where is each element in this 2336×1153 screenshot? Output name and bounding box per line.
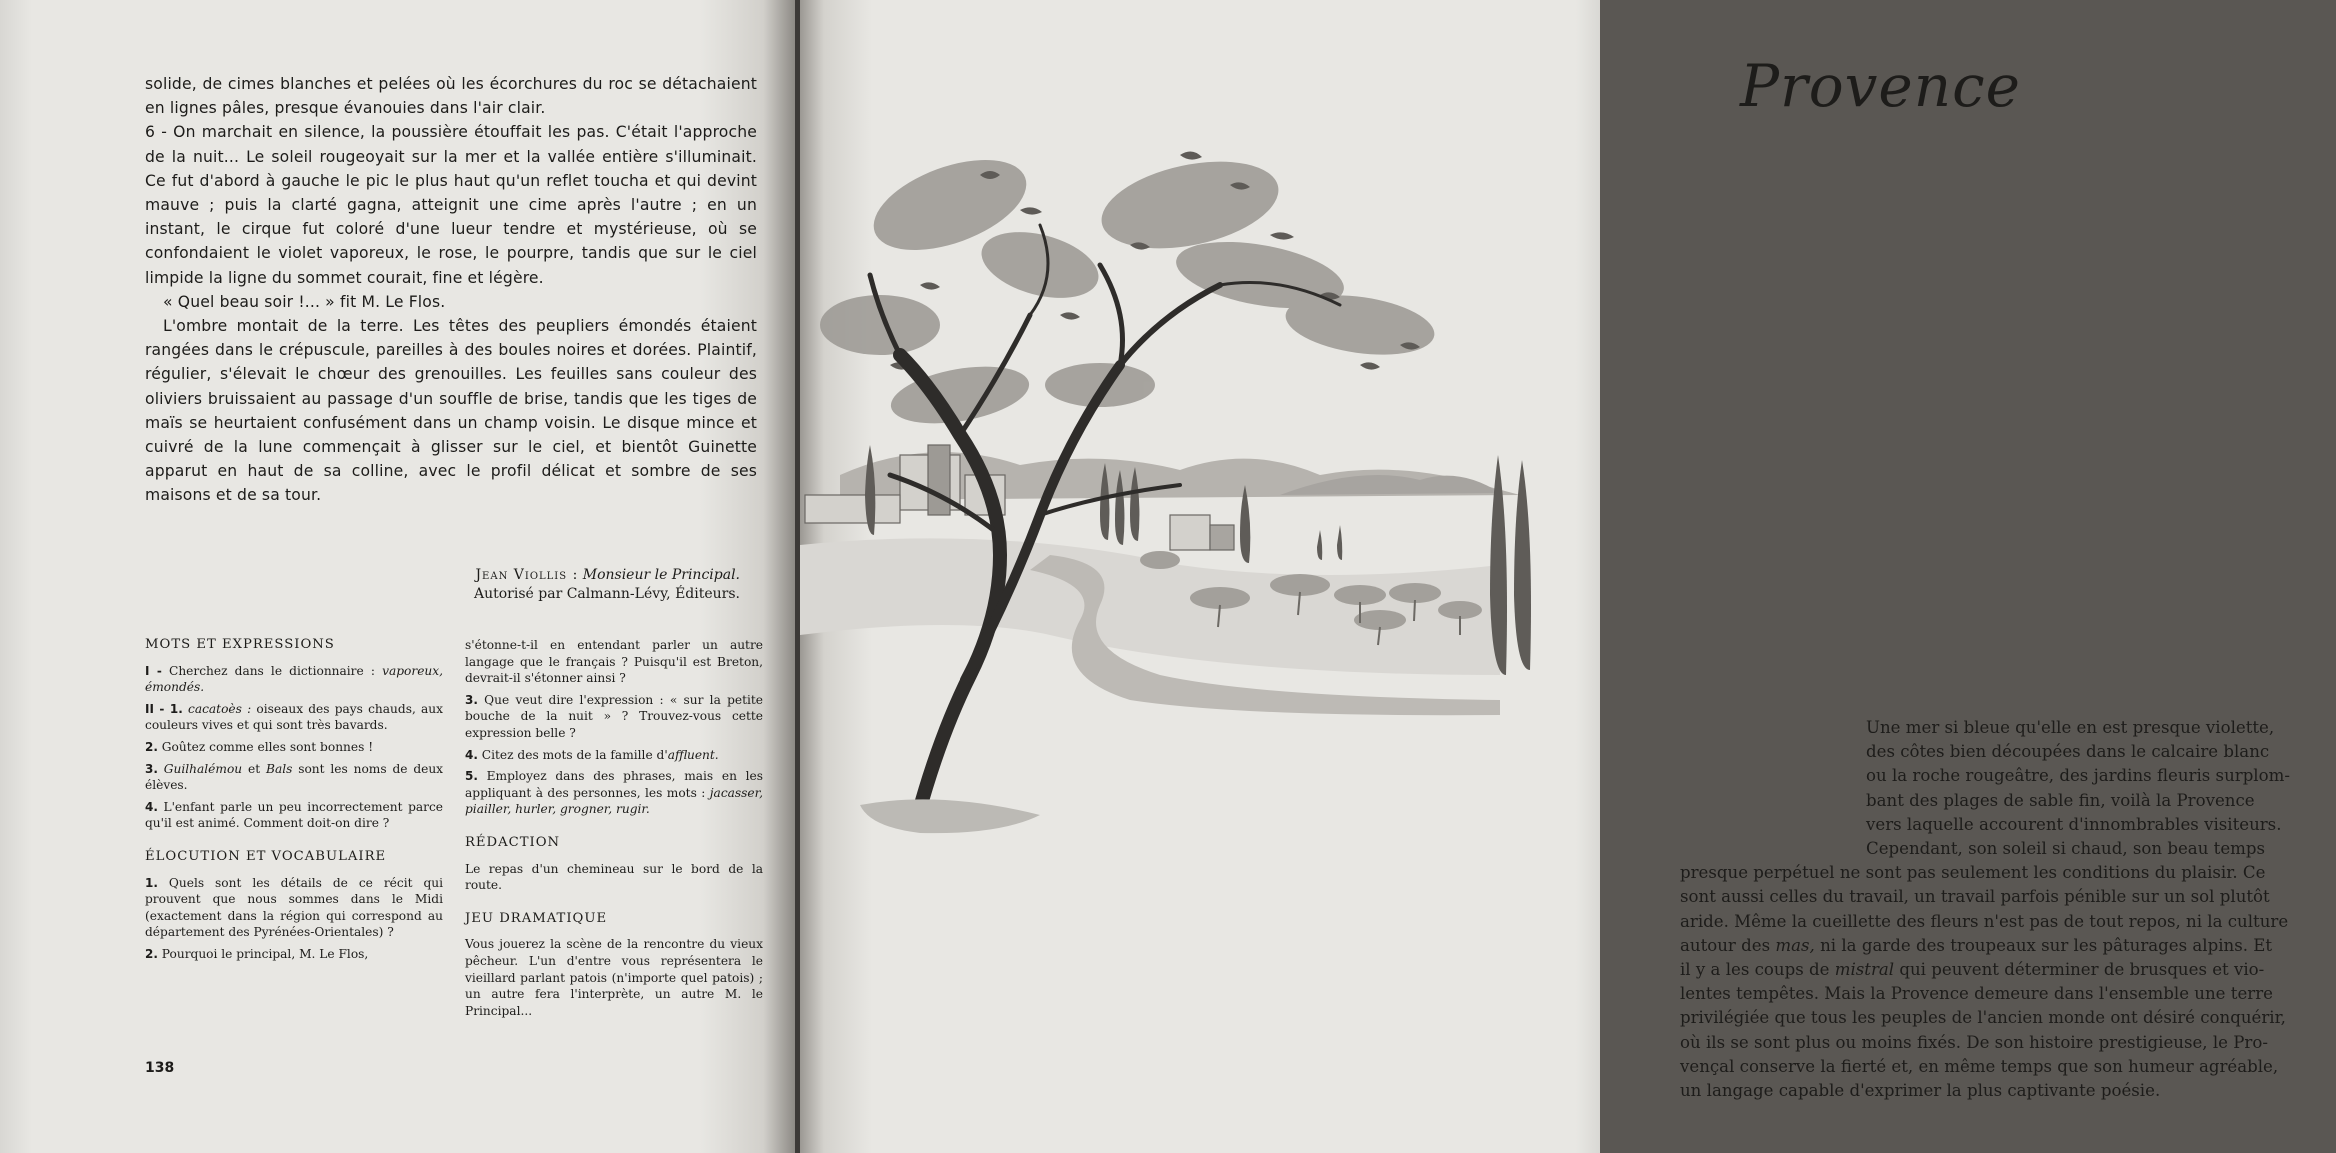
jeu-heading: JEU DRAMATIQUE: [465, 910, 608, 926]
text-line: où ils se sont plus ou moins fixés. De son histoire prestigieuse, le Pro-: [1680, 1032, 2268, 1052]
exercise-ii-2: 2. Goûtez comme elles sont bonnes !: [145, 739, 374, 754]
right-page: [800, 0, 2290, 1153]
text-line: autour des mas, ni la garde des troupeaux sur les pâturages alpins. Et: [1680, 935, 2273, 955]
elocution-2: 2. Pourquoi le principal, M. Le Flos,: [145, 946, 369, 961]
text-line: Cependant, son soleil si chaud, son beau temps: [1866, 839, 2266, 859]
redaction-heading: RÉDACTION: [465, 834, 561, 850]
provence-olive-tree-illustration: [800, 115, 1600, 855]
elocution-2-continued: s'étonne-t-il en entendant parler un autre langage que le français ? Puisqu'il est Breton, devrait-il s'étonner ainsi ?: [465, 638, 763, 686]
mots-heading: MOTS ET EXPRESSIONS: [145, 637, 335, 652]
exercise-ii-3: 3. Guilhalémou et Bals sont les noms de deux élèves.: [145, 761, 444, 793]
paragraph-2: 6 - On marchait en silence, la poussière étouffait les pas. C'était l'approche de la nuit... Le soleil rougeoyait sur la mer et la vallée entière s'illuminait. Ce fut d'abord à gauche le pic le plus haut qu'un reflet toucha et qui devint mauve ; puis la clarté gagna, atteignit une cime après l'autre ; en un instant, le cirque fut coloré d'une lueur tendre et mystérieuse, où se confondaient le violet vaporeux, le rose, le pourpre, tandis que sur le ciel limpide la ligne du sommet courait, fine et légère.: [145, 123, 757, 287]
exercise-i: I - Cherchez dans le dictionnaire : vaporeux, émondés.: [145, 663, 444, 695]
text-line: Une mer si bleue qu'elle en est presque violette,: [1866, 718, 2275, 737]
left-page: [0, 0, 795, 1153]
paragraph-1: solide, de cimes blanches et pelées où les écorchures du roc se détachaient en lignes pâles, presque évanouies dans l'air clair.: [145, 75, 757, 118]
text-line: presque perpétuel ne sont pas seulement les conditions du plaisir. Ce: [1680, 863, 2266, 883]
paragraph-3: « Quel beau soir !... » fit M. Le Flos.: [163, 292, 446, 311]
text-line: vers laquelle accourent d'innombrables visiteurs.: [1866, 814, 2282, 834]
exercise-ii-1: II - 1. cacatoès : oiseaux des pays chauds, aux couleurs vives et qui sont très bavards.: [145, 701, 443, 733]
text-line: des côtes bien découpées dans le calcaire blanc: [1866, 742, 2270, 762]
exercise-ii-4: 4. L'enfant parle un peu incorrectement parce qu'il est animé. Comment doit-on dire ?: [145, 799, 444, 831]
elocution-1: 1. Quels sont les détails de ce récit qui prouvent que nous sommes dans le Midi (exactement dans la région qui correspond au département des Pyrénées-Orientales) ?: [145, 875, 443, 940]
text-line: un langage capable d'exprimer la plus captivante poésie.: [1680, 1081, 2161, 1101]
jeu-text: Vous jouerez la scène de la rencontre du vieux pêcheur. L'un d'entre vous représentera le vieillard parlant patois (n'importe quel patois) ; un autre fera l'interprète, un autre M. le Principal...: [465, 937, 763, 1018]
elocution-5: 5. Employez dans des phrases, mais en les appliquant à des personnes, les mots : jacasser, piailler, hurler, grogner, rugir.: [465, 769, 764, 817]
redaction-text: Le repas d'un chemineau sur le bord de la route.: [465, 861, 763, 893]
text-line: lentes tempêtes. Mais la Provence demeure dans l'ensemble une terre: [1680, 984, 2273, 1004]
text-line: bant des plages de sable fin, voilà la Provence: [1866, 790, 2255, 810]
elocution-3: 3. Que veut dire l'expression : « sur la petite bouche de la nuit » ? Trouvez-vous cette expression belle ?: [465, 692, 763, 740]
source-attribution: [380, 566, 740, 604]
text-line: privilégiée que tous les peuples de l'ancien monde ont désiré conquérir,: [1680, 1008, 2286, 1028]
work-title: Monsieur le Principal.: [582, 567, 740, 583]
author-name: Jean Viollis :: [475, 567, 579, 583]
story-excerpt: [145, 72, 757, 508]
paragraph-4: L'ombre montait de la terre. Les têtes des peupliers émondés étaient rangées dans le crépuscule, pareilles à des boules noires et dorées. Plaintif, régulier, s'élevait le chœur des grenouilles. Les feuilles sans couleur des oliviers bruissaient au passage d'un souffle de brise, tandis que les tiges de maïs se heurtaient confusément dans un champ voisin. Le disque mince et cuivré de la lune commençait à glisser sur le ciel, et bientôt Guinette apparut en haut de sa colline, avec le profil délicat et sombre de ses maisons et de sa tour.: [145, 317, 757, 505]
elocution-4: 4. Citez des mots de la famille d'affluent.: [465, 747, 719, 762]
text-line: il y a les coups de mistral qui peuvent déterminer de brusques et vio-: [1680, 960, 2265, 980]
provence-text: [1680, 716, 2336, 1103]
exercises-column-left: [145, 637, 443, 968]
publisher-permission: Autorisé par Calmann-Lévy, Éditeurs.: [474, 586, 740, 602]
exercises-column-right: [465, 637, 763, 1024]
text-line: sont aussi celles du travail, un travail parfois pénible sur un sol plutôt: [1680, 887, 2270, 907]
text-line: vençal conserve la fierté et, en même temps que son humeur agréable,: [1680, 1056, 2279, 1076]
elocution-heading: ÉLOCUTION ET VOCABULAIRE: [145, 848, 387, 864]
chapter-title: Provence: [1740, 52, 2021, 120]
page-number: 138: [145, 1060, 175, 1076]
olive-tree-foliage: [820, 142, 1438, 433]
text-line: ou la roche rougeâtre, des jardins fleuris surplom-: [1866, 766, 2290, 786]
text-line: aride. Même la cueillette des fleurs n'est pas de tout repos, ni la culture: [1680, 911, 2289, 931]
